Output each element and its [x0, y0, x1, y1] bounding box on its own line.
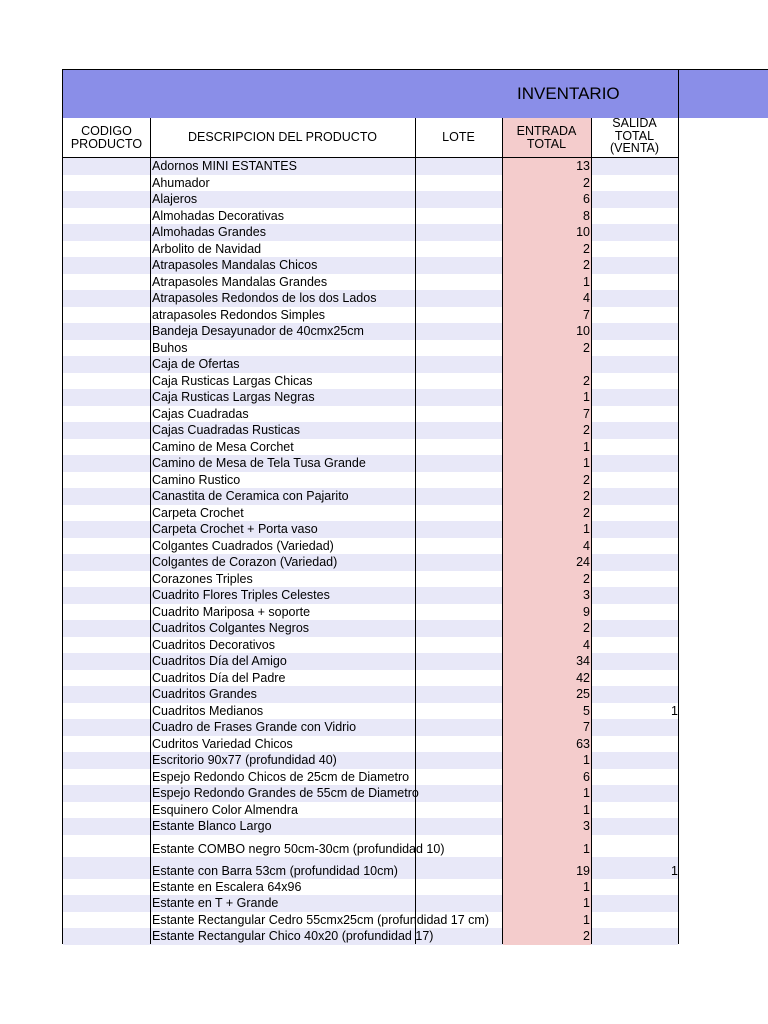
entrada-total: 7: [583, 406, 590, 421]
product-description: Cuadritos Colgantes Negros: [152, 621, 310, 635]
product-description: Camino Rustico: [152, 472, 241, 487]
table-row: [63, 439, 678, 456]
product-description: Ahumador: [152, 175, 210, 190]
product-description: Cuadritos Día del Padre: [152, 670, 286, 685]
table-row: [63, 604, 678, 621]
entrada-total: 7: [583, 307, 590, 322]
product-description: Alajeros: [152, 192, 198, 206]
entrada-total: 2: [583, 258, 590, 272]
product-description: Estante en Escalera 64x96: [152, 879, 302, 894]
header-descripcion: [150, 118, 415, 158]
product-description: Escritorio 90x77 (profundidad 40): [152, 753, 337, 767]
table-row: [63, 274, 678, 291]
table-row: [63, 686, 678, 703]
entrada-total: 34: [576, 654, 590, 668]
entrada-total: 2: [583, 175, 590, 190]
product-description: Cuadritos Decorativos: [152, 637, 275, 652]
table-row: [63, 406, 678, 423]
table-row: [63, 389, 678, 406]
table-row: [63, 587, 678, 604]
table-row: [63, 323, 678, 340]
product-description: Cudritos Variedad Chicos: [152, 736, 293, 751]
entrada-total: 1: [583, 390, 590, 404]
entrada-total: 1: [583, 912, 590, 927]
header-codigo: [63, 118, 150, 158]
product-description: atrapasoles Redondos Simples: [152, 307, 326, 322]
product-description: Buhos: [152, 340, 188, 355]
product-description: Almohadas Grandes: [152, 225, 266, 239]
entrada-total: 10: [576, 225, 590, 239]
table-row: [63, 620, 678, 637]
table-row: [63, 538, 678, 555]
table-row: [63, 373, 678, 390]
table-row: [63, 736, 678, 753]
product-description: Caja Rusticas Largas Chicas: [152, 373, 313, 388]
salida-total: 1: [671, 863, 678, 878]
table-row: [63, 505, 678, 522]
table-row: [63, 521, 678, 538]
header-lote-text: LOTE: [442, 130, 475, 144]
entrada-total: 63: [576, 736, 590, 751]
product-description: Adornos MINI ESTANTES: [152, 159, 297, 173]
sheet-title: INVENTARIO: [517, 84, 620, 103]
product-description: Arbolito de Navidad: [152, 241, 262, 256]
product-description: Estante COMBO negro 50cm-30cm (profundidad 10): [152, 841, 445, 856]
product-description: Atrapasoles Mandalas Chicos: [152, 258, 318, 272]
header-salida: [591, 118, 678, 158]
table-row: [63, 554, 678, 571]
table-row: [63, 257, 678, 274]
header-entrada-line1: ENTRADA: [516, 123, 577, 138]
table-row: [63, 356, 678, 373]
table-row: [63, 488, 678, 505]
product-description: Espejo Redondo Chicos de 25cm de Diametro: [152, 769, 410, 784]
table-row: [63, 818, 678, 835]
entrada-total: 2: [583, 340, 590, 355]
header-salida-line3: (VENTA): [609, 141, 660, 155]
entrada-total: 2: [583, 571, 590, 586]
entrada-total: 10: [576, 324, 590, 338]
table-row: [63, 455, 678, 472]
column-divider: [415, 118, 416, 944]
table-row: [63, 857, 678, 879]
entrada-total: 9: [583, 604, 590, 619]
product-description: Colgantes de Corazon (Variedad): [152, 555, 338, 569]
entrada-total: 1: [583, 456, 590, 470]
product-description: Estante con Barra 53cm (profundidad 10cm): [152, 863, 398, 878]
product-description: Cuadrito Flores Triples Celestes: [152, 588, 330, 602]
table-row: [63, 422, 678, 439]
product-description: Cuadritos Grandes: [152, 687, 257, 701]
table-row: [63, 752, 678, 769]
entrada-total: 3: [583, 588, 590, 602]
table-row: [63, 785, 678, 802]
entrada-total: 2: [583, 373, 590, 388]
entrada-total: 4: [583, 637, 590, 652]
header-entrada: [502, 118, 591, 158]
table-row: [63, 158, 678, 175]
entrada-total: 1: [583, 522, 590, 536]
product-description: Atrapasoles Redondos de los dos Lados: [152, 291, 377, 305]
product-description: Bandeja Desayunador de 40cmx25cm: [152, 324, 364, 338]
table-row: [63, 208, 678, 225]
entrada-total: 13: [576, 159, 590, 173]
table-row: [63, 912, 678, 929]
entrada-total: 4: [583, 291, 590, 305]
table-row: [63, 802, 678, 819]
product-description: Cuadritos Día del Amigo: [152, 654, 287, 668]
table-row: [63, 895, 678, 912]
product-description: Espejo Redondo Grandes de 55cm de Diametro: [152, 786, 419, 800]
table-row: [63, 835, 678, 857]
product-description: Caja de Ofertas: [152, 357, 240, 371]
title-banner: [62, 69, 768, 118]
entrada-total: 6: [583, 769, 590, 784]
table-right-border: [678, 69, 679, 944]
entrada-total: 1: [583, 274, 590, 289]
entrada-total: 1: [583, 439, 590, 454]
product-description: Caja Rusticas Largas Negras: [152, 390, 315, 404]
product-description: Cuadritos Medianos: [152, 703, 264, 718]
inventory-table-body: [63, 158, 678, 945]
product-description: Almohadas Decorativas: [152, 208, 285, 223]
entrada-total: 2: [583, 621, 590, 635]
table-row: [63, 191, 678, 208]
column-divider: [591, 118, 592, 944]
entrada-total: 1: [583, 879, 590, 894]
entrada-total: 2: [583, 472, 590, 487]
entrada-total: 2: [583, 489, 590, 503]
entrada-total: 1: [583, 753, 590, 767]
product-description: Cajas Cuadradas Rusticas: [152, 423, 300, 437]
entrada-total: 25: [576, 687, 590, 701]
table-row: [63, 928, 678, 945]
header-entrada-line2: TOTAL: [526, 136, 567, 151]
table-row: [63, 290, 678, 307]
entrada-total: 2: [583, 423, 590, 437]
header-lote: [415, 118, 502, 158]
product-description: Cajas Cuadradas: [152, 406, 249, 421]
table-row: [63, 670, 678, 687]
product-description: Corazones Triples: [152, 571, 253, 586]
product-description: Camino de Mesa Corchet: [152, 439, 294, 454]
product-description: Cuadro de Frases Grande con Vidrio: [152, 720, 357, 734]
table-row: [63, 175, 678, 192]
product-description: Carpeta Crochet + Porta vaso: [152, 522, 318, 536]
entrada-total: 5: [583, 703, 590, 718]
entrada-total: 24: [576, 555, 590, 569]
table-row: [63, 340, 678, 357]
entrada-total: 19: [576, 863, 590, 878]
table-row: [63, 224, 678, 241]
entrada-total: 42: [576, 670, 590, 685]
entrada-total: 8: [583, 208, 590, 223]
table-row: [63, 307, 678, 324]
entrada-total: 2: [583, 929, 590, 943]
entrada-total: 2: [583, 241, 590, 256]
product-description: Esquinero Color Almendra: [152, 802, 298, 817]
table-row: [63, 241, 678, 258]
entrada-total: 1: [583, 841, 590, 856]
column-divider: [150, 118, 151, 944]
product-description: Estante Rectangular Chico 40x20 (profundidad 17): [152, 929, 434, 943]
header-codigo-line2: PRODUCTO: [70, 136, 143, 151]
salida-total: 1: [671, 703, 678, 718]
table-row: [63, 571, 678, 588]
product-description: Atrapasoles Mandalas Grandes: [152, 274, 328, 289]
table-row: [63, 703, 678, 720]
header-descripcion-text: DESCRIPCION DEL PRODUCTO: [188, 130, 377, 144]
header-salida-line2: TOTAL: [614, 128, 655, 143]
entrada-total: 4: [583, 538, 590, 553]
product-description: Estante Rectangular Cedro 55cmx25cm (profundidad 17 cm): [152, 912, 489, 927]
entrada-cell-fill: [503, 356, 591, 373]
table-left-border: [62, 69, 63, 944]
entrada-total: 1: [583, 802, 590, 817]
product-description: Camino de Mesa de Tela Tusa Grande: [152, 456, 366, 470]
product-description: Canastita de Ceramica con Pajarito: [152, 489, 349, 503]
entrada-total: 3: [583, 819, 590, 833]
table-row: [63, 653, 678, 670]
product-description: Cuadrito Mariposa + soporte: [152, 604, 311, 619]
product-description: Colgantes Cuadrados (Variedad): [152, 538, 334, 553]
product-description: Carpeta Crochet: [152, 505, 244, 520]
header-codigo-line1: CODIGO: [81, 123, 132, 138]
table-row: [63, 719, 678, 736]
entrada-total: 7: [583, 720, 590, 734]
entrada-total: 1: [583, 786, 590, 800]
table-row: [63, 472, 678, 489]
entrada-total: 6: [583, 192, 590, 206]
entrada-total: 2: [583, 505, 590, 520]
header-salida-line1: SALIDA: [612, 116, 657, 130]
table-row: [63, 637, 678, 654]
table-row: [63, 769, 678, 786]
entrada-total: 1: [583, 896, 590, 910]
product-description: Estante Blanco Largo: [152, 819, 272, 833]
product-description: Estante en T + Grande: [152, 896, 279, 910]
